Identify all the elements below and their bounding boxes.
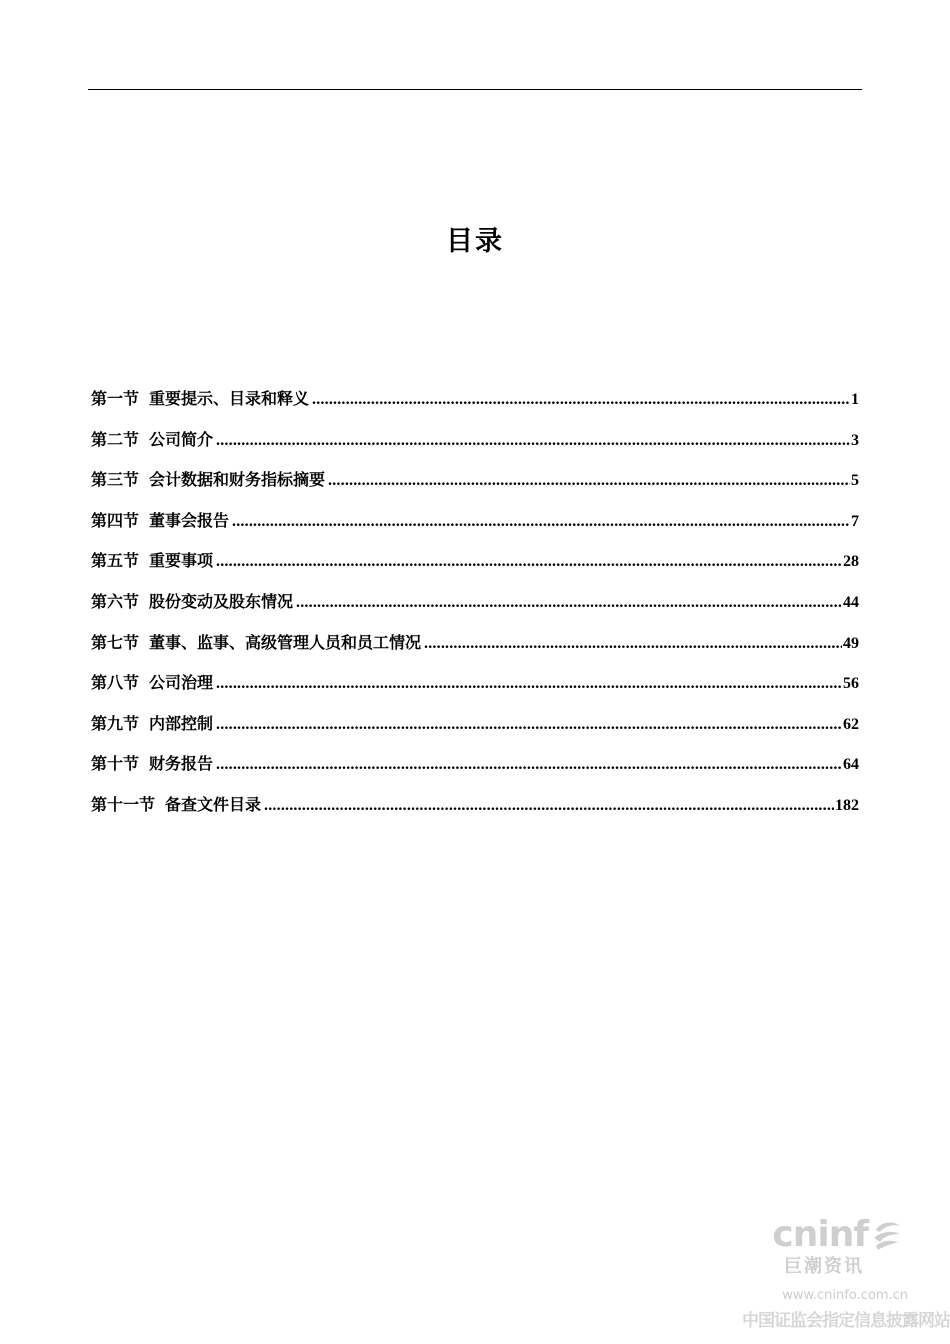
toc-entry[interactable] bbox=[91, 589, 859, 630]
toc-entry-title: 股份变动及股东情况 bbox=[149, 591, 294, 611]
toc-section-number: 第一节 bbox=[91, 389, 140, 408]
toc-leader-dots bbox=[216, 671, 842, 697]
toc-page-number: 7 bbox=[851, 512, 859, 530]
toc-leader-dots bbox=[296, 590, 842, 616]
toc-section-number: 第六节 bbox=[91, 591, 140, 611]
toc-entry[interactable] bbox=[91, 751, 859, 792]
watermark-logo bbox=[772, 1214, 904, 1255]
toc-entry-title: 备查文件目录 bbox=[165, 794, 262, 814]
toc-leader-dots bbox=[328, 468, 850, 494]
toc-leader-dots bbox=[216, 428, 850, 454]
toc-leader-dots bbox=[216, 549, 842, 575]
toc-entry[interactable] bbox=[91, 630, 859, 671]
watermark-brand: cninf bbox=[772, 1214, 868, 1255]
toc-section-number: 第九节 bbox=[91, 713, 140, 733]
toc-section-number: 第十节 bbox=[91, 754, 140, 774]
toc-section-number: 第五节 bbox=[91, 551, 140, 571]
cninfo-swirl-icon bbox=[870, 1218, 904, 1252]
toc-page-number: 49 bbox=[843, 634, 859, 652]
toc-page-number: 64 bbox=[843, 756, 859, 774]
toc-leader-dots bbox=[216, 712, 842, 738]
toc-entry-title: 财务报告 bbox=[149, 754, 214, 774]
toc-entry-title: 内部控制 bbox=[149, 713, 214, 733]
toc-section-number: 第八节 bbox=[91, 673, 140, 693]
toc-section-number: 第三节 bbox=[91, 470, 140, 490]
toc-page-number: 3 bbox=[851, 431, 859, 449]
toc-section-number: 第四节 bbox=[91, 510, 140, 530]
toc-page-number: 56 bbox=[843, 675, 859, 693]
toc-page-number: 1 bbox=[851, 391, 859, 408]
toc-list bbox=[91, 386, 859, 833]
toc-entry[interactable] bbox=[91, 467, 859, 508]
watermark-url: www.cninfo.com.cn bbox=[782, 1288, 908, 1303]
toc-entry-title: 公司治理 bbox=[149, 673, 214, 693]
toc-entry-title: 重要提示、目录和释义 bbox=[149, 389, 310, 408]
toc-leader-dots bbox=[216, 752, 842, 778]
toc-entry[interactable] bbox=[91, 548, 859, 589]
toc-entry[interactable] bbox=[91, 792, 859, 833]
watermark-brand-cn: 巨潮资讯 bbox=[784, 1256, 864, 1277]
toc-page-number: 62 bbox=[843, 715, 859, 733]
toc-entry[interactable] bbox=[91, 670, 859, 711]
toc-leader-dots bbox=[264, 793, 834, 819]
toc-leader-dots bbox=[312, 387, 850, 413]
toc-leader-dots bbox=[232, 509, 850, 535]
toc-section-number: 第十一节 bbox=[91, 794, 156, 814]
toc-title: 目录 bbox=[446, 226, 504, 257]
cninfo-watermark bbox=[720, 1214, 950, 1344]
toc-entry[interactable] bbox=[91, 711, 859, 752]
toc-entry[interactable] bbox=[91, 386, 859, 427]
header-rule bbox=[88, 89, 862, 90]
toc-leader-dots bbox=[424, 631, 842, 657]
toc-entry[interactable] bbox=[91, 427, 859, 468]
toc-page-number: 28 bbox=[843, 553, 859, 571]
toc-entry-title: 公司简介 bbox=[149, 429, 214, 449]
toc-page-number: 44 bbox=[843, 593, 859, 611]
toc-entry-title: 重要事项 bbox=[149, 551, 214, 571]
toc-entry-title: 董事、监事、高级管理人员和员工情况 bbox=[149, 632, 422, 652]
toc-entry-title: 会计数据和财务指标摘要 bbox=[149, 470, 326, 490]
toc-page-number: 5 bbox=[851, 472, 859, 490]
watermark-slogan: 中国证监会指定信息披露网站 bbox=[742, 1311, 950, 1331]
toc-section-number: 第七节 bbox=[91, 632, 140, 652]
toc-entry[interactable] bbox=[91, 508, 859, 549]
toc-page-number: 182 bbox=[835, 796, 859, 814]
toc-entry-title: 董事会报告 bbox=[149, 510, 230, 530]
toc-section-number: 第二节 bbox=[91, 429, 140, 449]
